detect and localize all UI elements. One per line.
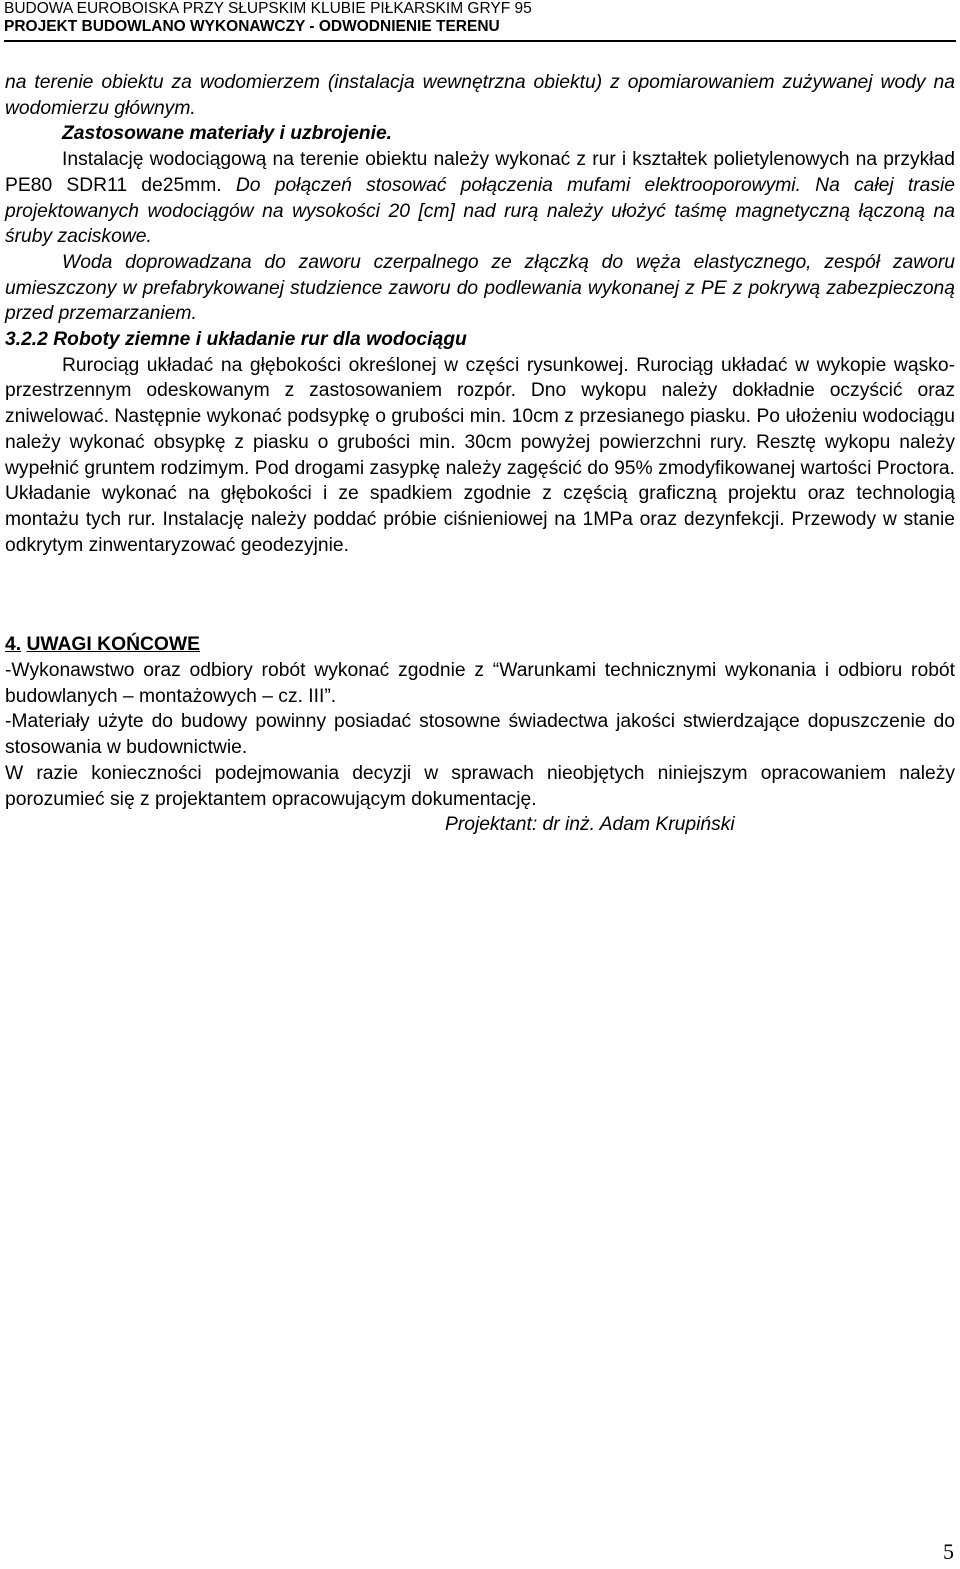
paragraph-earthworks-rest: Rurociąg układać w wykopie wąsko-przestrzennym odeskowanym z zastosowaniem rozpór. Dno wykopu należy dokładnie oczyścić oraz zniwelować. Następnie wykonać podsypkę o grubości min. 10cm z przesianego piasku. Po ułożeniu wodociągu należy wykonać obsypkę z piasku o grubości min. 30cm powyżej powierzchni rury. Resztę wykopu należy wypełnić gruntem rodzimym. Pod drogami zasypkę należy zagęścić do 95% zmodyfikowanej wartości Proctora. Układanie wykonać na głębokości i ze spadkiem zgodnie z częścią graficzną projektu oraz technologią montażu tych rur. Instalację należy poddać próbie ciśnieniowej na 1MPa oraz dezynfekcji. Przewody w stanie odkrytym zinwentaryzować geodezyjnie. (5, 354, 956, 556)
section-title: Roboty ziemne i układanie rur dla wodociągu (47, 329, 467, 351)
remarks-item-materials: -Materiały użyte do budowy powinny posiadać stosowne świadectwa jakości stwierdzające dopuszczenie do stosowania w budownictwie. (5, 711, 955, 759)
document-body (5, 70, 955, 838)
remarks-heading-title: UWAGI KOŃCOWE (26, 634, 200, 656)
remarks-heading-number: 4. (5, 634, 22, 656)
paragraph-materials-pipes: Instalację wodociągową na terenie obiektu należy wykonać z rur i kształtek polietylenowych na przykład PE80 SDR11 de25mm. (5, 149, 955, 196)
section-heading-3-2-2 (5, 327, 955, 353)
header-divider (4, 40, 956, 42)
page-header (4, 0, 532, 36)
section-number: 3.2.2 (5, 329, 48, 351)
paragraph-metering: na terenie obiektu za wodomierzem (instalacja wewnętrzna obiektu) z opomiarowaniem zużywanej wody na wodomierzu głównym. (5, 72, 955, 119)
materials-heading: Zastosowane materiały i uzbrojenie. (62, 123, 393, 145)
paragraph-valve: Woda doprowadzana do zaworu czerpalnego ze złączką do węża elastycznego, zespół zaworu umieszczony w prefabrykowanej studzience zaworu do podlewania wykonanej z PE z pokrywą zabezpieczoną przed przemarzaniem. (5, 251, 955, 325)
remarks-item-decisions: W razie konieczności podejmowania decyzji w sprawach nieobjętych niniejszym opracowaniem należy porozumieć się z projektantem opracowującym dokumentację. (5, 762, 955, 810)
paragraph-earthworks-first: Rurociąg układać na głębokości określonej w części rysunkowej. (62, 354, 629, 376)
remarks-item-conditions: -Wykonawstwo oraz odbiory robót wykonać zgodnie z “Warunkami technicznymi wykonania i odbioru robót budowlanych – montażowych – cz. III”. (5, 660, 955, 707)
paragraph-materials-connections: Do połączeń stosować połączenia mufami elektrooporowymi. Na całej trasie projektowanych wodociągów na wysokości 20 [cm] nad rurą należy ułożyć taśmę magnetyczną łączoną na śruby zaciskowe. (5, 174, 955, 248)
paragraph-earthworks (5, 353, 955, 559)
paragraph-materials (5, 147, 955, 250)
designer-signature: Projektant: dr inż. Adam Krupiński (445, 814, 735, 836)
header-project-title: BUDOWA EUROBOISKA PRZY SŁUPSKIM KLUBIE PIŁKARSKIM GRYF 95 (4, 0, 532, 17)
page-number: 5 (943, 1539, 954, 1564)
header-document-type: PROJEKT BUDOWLANO WYKONAWCZY - ODWODNIENIE TERENU (4, 18, 500, 35)
remarks-heading (5, 632, 955, 658)
